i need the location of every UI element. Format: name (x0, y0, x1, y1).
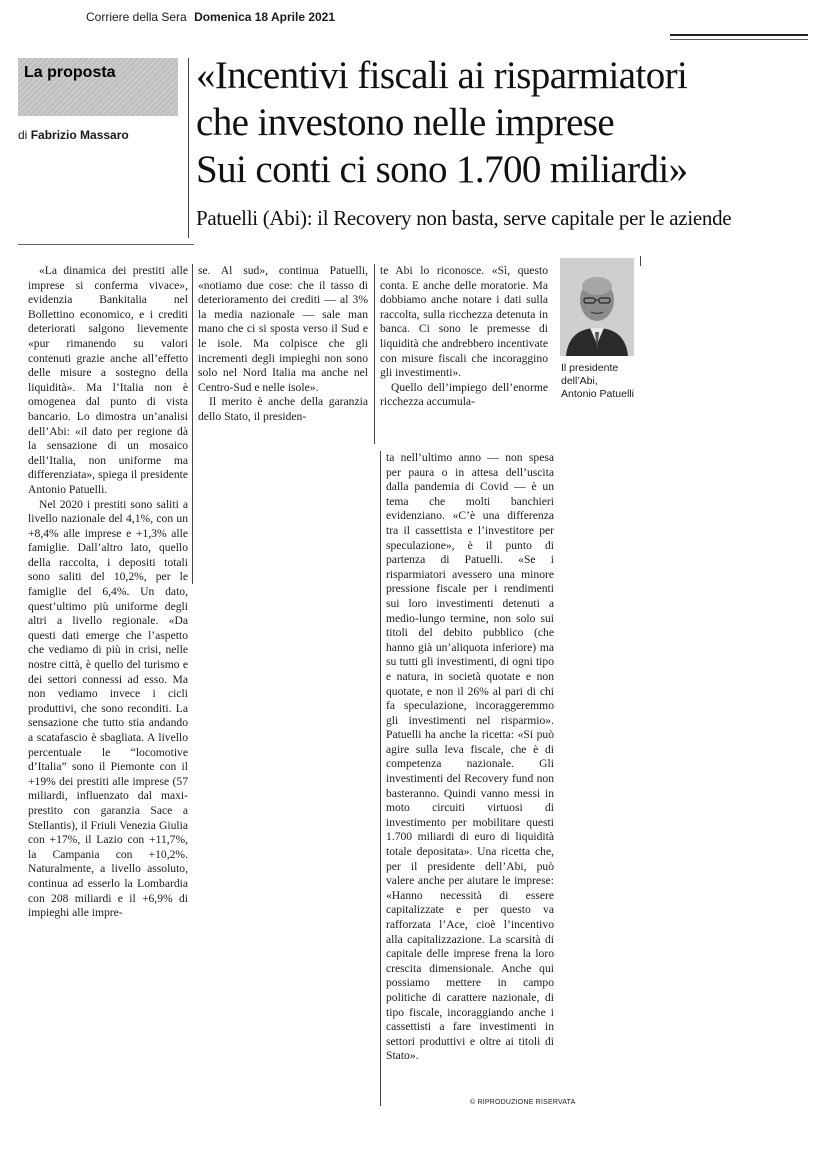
headline-divider (188, 58, 189, 238)
article-column-4 (386, 451, 554, 1064)
photo-rule (640, 256, 641, 266)
article-paragraph: «La dinamica dei prestiti alle imprese si conferma vivace», evidenzia Bankitalia nel Bollettino economico, e i crediti deteriorati salgono lievemente «pur rimanendo su valori contenuti grazie anche all’effetto delle misure a sostegno della liquidità». Ma l’Italia non è omogenea dal punto di vista bancario. Lo dimostra un’analisi dell’Abi: «il dato per regione dà la sensazione di un mosaico dell’Italia, non uniforme ma differenziata», spiega il presidente Antonio Patuelli. (28, 264, 188, 496)
subheadline-rule (18, 244, 194, 245)
byline-author: Fabrizio Massaro (30, 128, 129, 142)
headline-line-3: Sui conti ci sono 1.700 miliardi» (196, 148, 688, 191)
column-divider (192, 264, 193, 584)
article-paragraph: se. Al sud», continua Patuelli, «notiamo due cose: che il tasso di deterioramento dei crediti — al 3% la media nazionale — sale man mano che ci si sposta verso il Sud e le isole. Ma colpisce che gli incrementi degli impieghi non sono solo nel Nord Italia ma anche nel Centro-Sud e nelle isole». (198, 264, 368, 394)
photo-caption (561, 362, 651, 401)
article-column-3 (380, 264, 548, 410)
publication-name: Corriere della Sera (86, 10, 187, 24)
portrait-photo (560, 258, 634, 356)
caption-line: dell’Abi, (561, 375, 598, 387)
column-divider (374, 264, 375, 444)
caption-line: Il presidente (561, 362, 619, 374)
article-paragraph: ta nell’ultimo anno — non spesa per paura o in attesa dell’uscita dalla pandemia di Covid — è un tema che molti banchieri evidenziano. «C’è una differenza tra il cassettista e l’investitore per speculazione», è il punto di partenza di Patuelli. «Se i risparmiatori avessero una minore pressione fiscale per i rendimenti sui loro investimenti detenuti a medio-lungo termine, non solo sui titoli del debito pubblico (che hanno già un’aliquota inferiore) ma su tutti gli investimenti, di ogni tipo e natura, in società quotate e non quotate, e non il 26% al pari di chi fa speculazione, incoraggeremmo gli investimenti nel risparmio». Patuelli ha anche la ricetta: «Si può agire sulla leva fiscale, che è di competenza nazionale. Gli investimenti del Recovery fund non basteranno. Quindi vanno messi in moto circuiti virtuosi di investimento per mobilitare questi 1.700 miliardi di euro di liquidità totale depositata». Una ricetta che, per il presidente dell’Abi, può valere anche per aiutare le imprese: «Hanno necessità di essere capitalizzate e per questo va rafforzata l’Ace, cioè l’incentivo alla capitalizzazione. La scarsità di capitale delle imprese frena la loro crescita dimensionale. Anche qui possiamo mettere in campo politiche di carattere nazionale, di tipo fiscale, incoraggiando anche i cassettisti a fare investimenti in settori produttivi e oltre ai titoli di Stato». (386, 451, 554, 1063)
header-rule (670, 34, 808, 36)
byline (18, 128, 129, 142)
article-paragraph: Quello dell’impiego dell’enorme ricchezza accumula- (380, 380, 548, 409)
article-paragraph: Il merito è anche della garanzia dello Stato, il presiden- (198, 395, 368, 423)
subheadline: Patuelli (Abi): il Recovery non basta, serve capitale per le aziende (196, 206, 732, 230)
headline (196, 52, 816, 193)
kicker-label: La proposta (24, 64, 116, 81)
column-divider (380, 451, 381, 1106)
header-rule-thin (670, 39, 808, 40)
article-paragraph: te Abi lo riconosce. «Sì, questo conta. E anche delle moratorie. Ma dobbiamo anche notare i dati sulla raccolta, sulla ricchezza detenuta in banca. Ci sono le premesse di liquidità che andrebbero incentivate con misure fiscali che incoraggino gli investimenti». (380, 264, 548, 380)
publication-date: Domenica 18 Aprile 2021 (194, 10, 336, 24)
article-column-1 (28, 264, 188, 921)
kicker-box (18, 58, 178, 116)
person-silhouette-icon (560, 258, 634, 356)
caption-line: Antonio Patuelli (561, 388, 634, 400)
article-paragraph: Nel 2020 i prestiti sono saliti a livello nazionale del 4,1%, con un +8,4% alle imprese e +1,3% alle famiglie. Dall’altro lato, quello della raccolta, i depositi totali sono saliti del 10,2%, per le famiglie del 6,4%. Un dato, quest’ultimo più uniforme degli altri a livello regionale. «Da questi dati emerge che l’aspetto che vediamo di più in crisi, nelle nostre città, è quello del turismo e dei settori connessi ad esso. Ma non vediamo invece i cicli produttivi, che sono reconditi. La sensazione che tutto stia andando a scatafascio è sbagliata. A livello percentuale le “locomotive d’Italia” sono il Piemonte con il +19% dei prestiti alle imprese (57 miliardi, influenzato dal maxi-prestito con garanzia Sace a Stellantis), il Friuli Venezia Giulia con +17%, il Lazio con +11,7%, la Campania con +10,2%. Naturalmente, a livello assoluto, continua ad esserlo la Lombardia con 208 miliardi e il +6,9% di impieghi alle impre- (28, 497, 188, 920)
copyright-notice: © RIPRODUZIONE RISERVATA (470, 1099, 576, 1106)
page-header (86, 10, 335, 24)
headline-line-1: «Incentivi fiscali ai risparmiatori (196, 54, 688, 97)
headline-line-2: che investono nelle imprese (196, 101, 615, 144)
byline-prefix: di (18, 128, 28, 142)
article-column-2 (198, 264, 368, 425)
